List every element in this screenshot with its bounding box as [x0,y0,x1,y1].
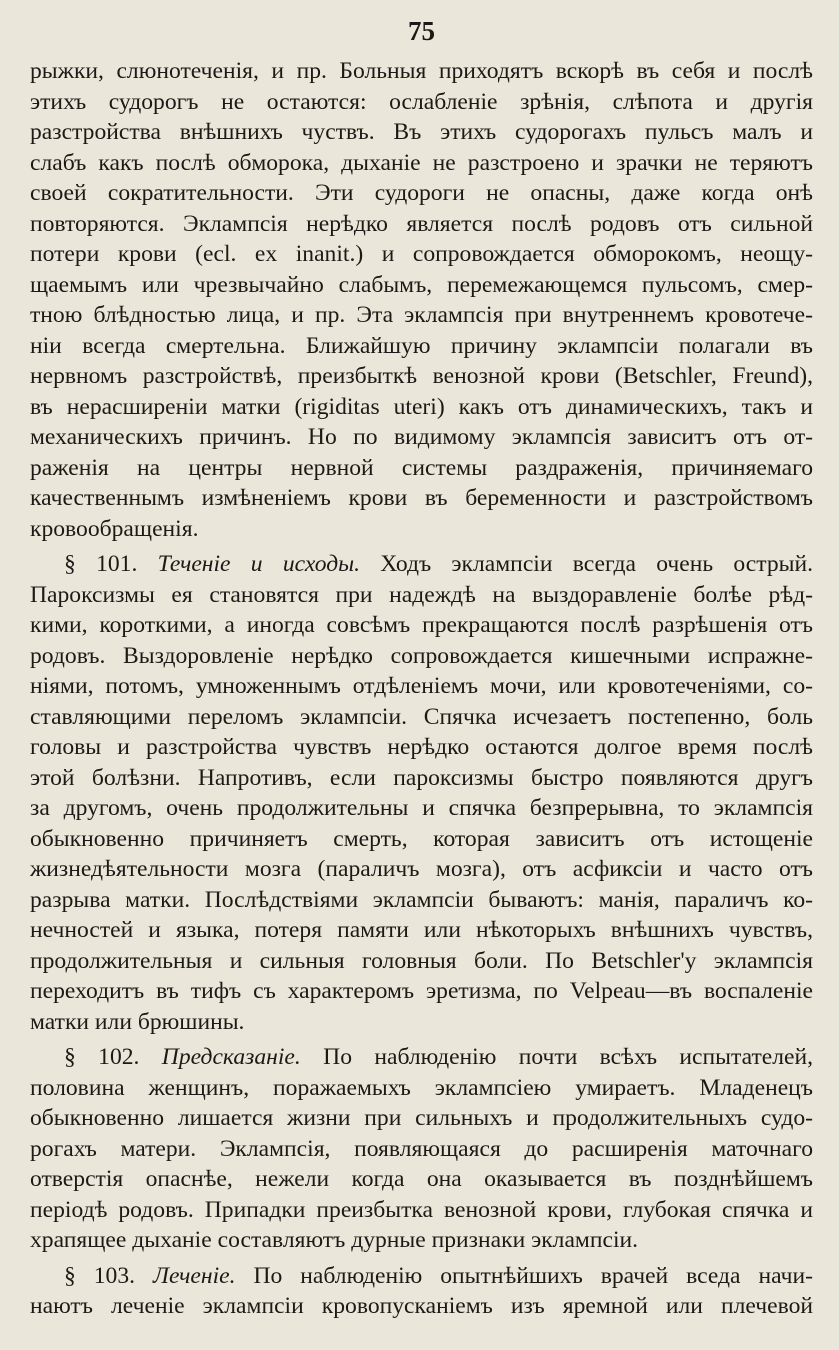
section-title: Теченіе и исходы. [157,551,360,577]
text-line: потери крови (ecl. ex inanit.) и сопровождается обморокомъ, неощу- [30,241,813,267]
text-line: повторяются. Эклампсія нерѣдко является послѣ родовъ отъ сильной [30,210,813,237]
text-line: наютъ леченіе эклампсіи кровопусканіемъ изъ яремной или плечевой [30,1293,813,1319]
text-fragment: Ходъ эклампсіи всегда очень острый. [380,551,814,577]
text-line: за другомъ, очень продолжительны и спячка безпрерывна, то эклампсія [30,795,813,821]
text-line: щаемымъ или чрезвычайно слабымъ, перемежающемся пульсомъ, смер- [30,271,813,298]
section-102 [30,1042,813,1256]
text-line: головы и разстройства чувствъ нерѣдко остаются долгое время послѣ [30,734,813,760]
page-number: 75 [408,16,435,46]
text-line: ніями, потомъ, умноженнымъ отдѣленіемъ мочи, или кровотеченіями, со- [30,673,813,699]
section-first-line [30,1261,813,1292]
section-number: § 103. [64,1262,136,1289]
text-line: жизнедѣятельности мозга (параличъ мозга), отъ асфиксіи и часто отъ [30,856,813,882]
text-line: разрыва матки. Послѣдствіями эклампсіи бываютъ: манія, параличъ ко- [30,886,813,913]
text-line: половина женщинъ, поражаемыхъ эклампсіею умираетъ. Младенецъ [30,1074,813,1101]
section-103 [30,1261,813,1322]
text-line: отверстія опаснѣе, нежели когда она оказывается въ позднѣйшемъ [30,1166,813,1192]
text-line: этой болѣзни. Напротивъ, если пароксизмы быстро появляются другъ [30,764,813,791]
section-title: Предсказаніе. [161,1044,301,1070]
text-line: обыкновенно лишается жизни при сильныхъ и продолжительныхъ судо- [30,1105,813,1131]
text-line: ніи всегда смертельна. Ближайшую причину эклампсіи полагали въ [30,332,813,359]
text-line: этихъ судорогъ не остаются: ослабленіе зрѣнія, слѣпота и другія [30,88,813,115]
text-line: нервномъ разстройствѣ, преизбыткѣ венозной крови (Betschler, Freund), [30,363,813,389]
text-line: въ нерасширеніи матки (rigiditas uteri) какъ отъ динамическихъ, такъ и [30,393,813,420]
text-line: ставляющими переломъ эклампсіи. Спячка исчезаетъ постепенно, боль [30,703,813,730]
section-title: Леченіе. [153,1262,236,1289]
section-first-line [30,1042,813,1073]
text-fragment: По наблюденію почти всѣхъ испытателей, [323,1044,813,1070]
text-line: своей сократительности. Эти судороги не опасны, даже когда онѣ [30,180,813,206]
text-line: рогахъ матери. Эклампсія, появляющаяся до расширенія маточнаго [30,1135,813,1162]
text-line: Пароксизмы ея становятся при надеждѣ на выздоравленіе болѣе рѣд- [30,581,813,608]
section-101 [30,549,813,1037]
text-line: періодѣ родовъ. Припадки преизбытка венозной крови, глубокая спячка и [30,1196,813,1223]
text-fragment: По наблюденію опытнѣйшихъ врачей вседа начи- [253,1262,813,1289]
text-line: родовъ. Выздоровленіе нерѣдко сопровождается кишечными испражне- [30,642,813,669]
section-first-line [30,549,813,580]
text-line: продолжительныя и сильныя головныя боли. По Betschler'у эклампсія [30,947,813,974]
text-line: раженія на центры нервной системы раздраженія, причиняемаго [30,454,813,481]
text-line: рыжки, слюнотеченія, и пр. Больныя приходятъ вскорѣ въ себя и послѣ [30,58,813,84]
text-line: храпящее дыханіе составляютъ дурные признаки эклампсіи. [30,1227,639,1253]
paragraph-eclampsia-causes [30,56,813,544]
text-line: матки или брюшины. [30,1008,245,1035]
text-line: переходитъ въ тифъ съ характеромъ эретизма, по Velpeau—въ воспаленіе [30,978,813,1004]
text-line: разстройства внѣшнихъ чуствъ. Въ этихъ судорогахъ пульсъ малъ и [30,119,813,145]
text-line: обыкновенно причиняетъ смерть, которая зависитъ отъ истощеніе [30,825,813,852]
text-line: кими, короткими, а иногда совсѣмъ прекращаются послѣ разрѣшенія отъ [30,612,813,638]
section-number: § 101. [64,551,138,577]
text-line: качественнымъ измѣненіемъ крови въ беременности и разстройствомъ [30,485,813,511]
text-line: нечностей и языка, потеря памяти или нѣкоторыхъ внѣшнихъ чувствъ, [30,917,813,943]
text-line: тною блѣдностью лица, и пр. Эта эклампсія при внутреннемъ кровотече- [30,302,813,328]
text-line: слабъ какъ послѣ обморока, дыханіе не разстроено и зрачки не теряютъ [30,149,813,176]
section-number: § 102. [64,1044,140,1070]
text-line: кровообращенія. [30,515,199,542]
text-line: механическихъ причинъ. Но по видимому эклампсія зависитъ отъ от- [30,424,813,450]
